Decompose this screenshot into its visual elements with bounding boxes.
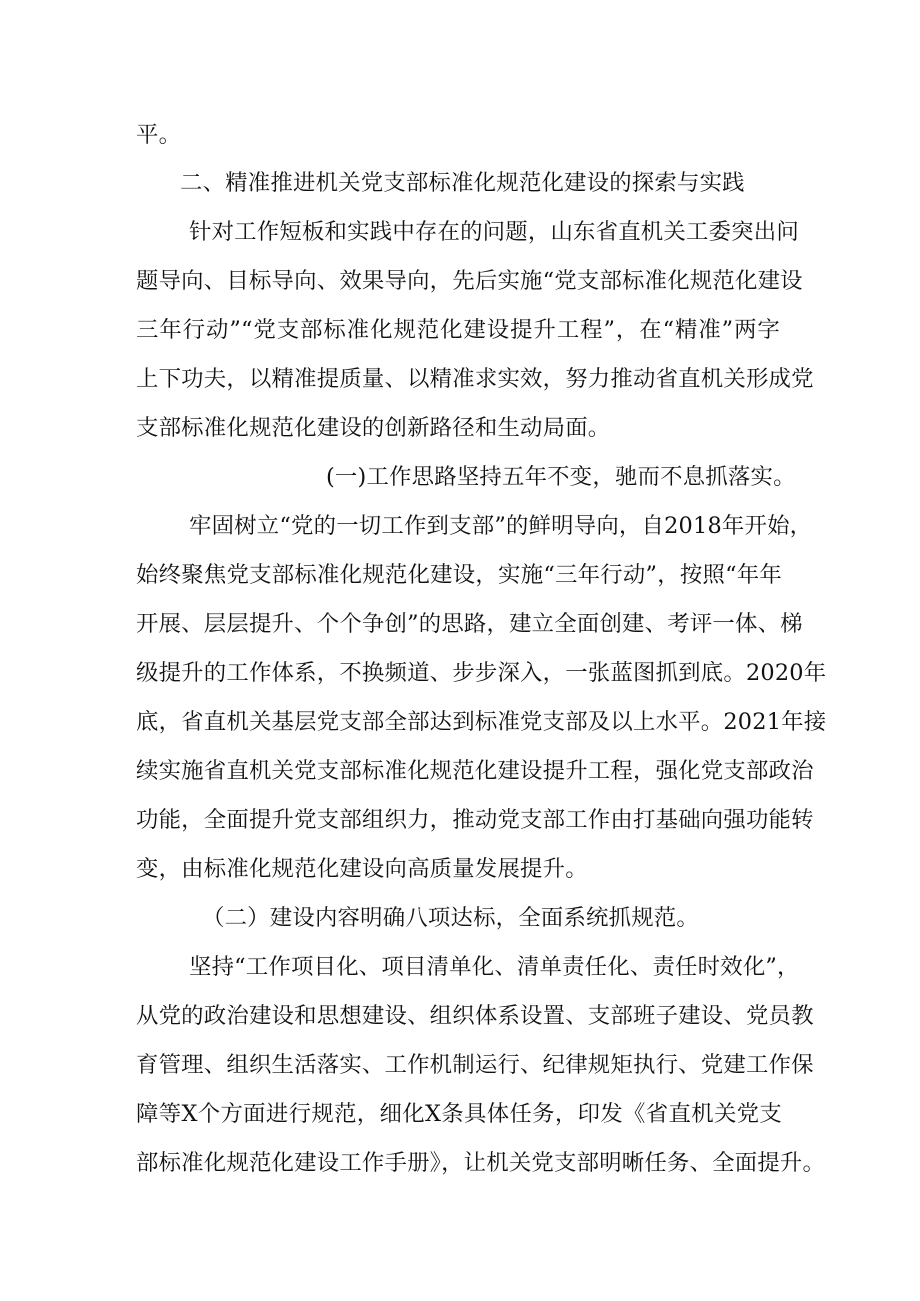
paragraph-line: 底，省直机关基层党支部全部达到标准党支部及以上水平。2021年接	[136, 709, 827, 735]
subsection-heading: （二）建设内容明确八项达标，全面系统抓规范。	[202, 905, 699, 931]
paragraph-line: 级提升的工作体系，不换频道、步步深入，一张蓝图抓到底。2020年	[136, 660, 827, 686]
paragraph-line: 支部标准化规范化建设的创新路径和生动局面。	[136, 415, 611, 441]
paragraph-line: 题导向、目标导向、效果导向，先后实施“党支部标准化规范化建设	[136, 268, 803, 294]
paragraph-line: 平。	[136, 122, 182, 148]
subsection-heading: (一)工作思路坚持五年不变，驰而不息抓落实。	[326, 464, 796, 490]
paragraph-line: 障等X个方面进行规范，细化X条具体任务，印发《省直机关党支	[136, 1101, 782, 1127]
paragraph-line: 功能，全面提升党支部组织力，推动党支部工作由打基础向强功能转	[136, 807, 814, 833]
paragraph-line: 从党的政治建设和思想建设、组织体系设置、支部班子建设、党员教	[136, 1003, 814, 1029]
paragraph-line: 针对工作短板和实践中存在的问题，山东省直机关工委突出问	[189, 219, 799, 245]
paragraph-line: 部标准化规范化建设工作手册》，让机关党支部明晰任务、全面提升。	[136, 1150, 826, 1176]
paragraph-line: 续实施省直机关党支部标准化规范化建设提升工程，强化党支部政治	[136, 758, 814, 784]
paragraph-line: 上下功夫，以精准提质量、以精准求实效，努力推动省直机关形成党	[136, 366, 814, 392]
paragraph-line: 育管理、组织生活落实、工作机制运行、纪律规矩执行、党建工作保	[136, 1052, 814, 1078]
paragraph-line: 变，由标准化规范化建设向高质量发展提升。	[136, 856, 588, 882]
paragraph-line: 开展、层层提升、个个争创”的思路，建立全面创建、考评一体、梯	[136, 611, 803, 637]
paragraph-line: 三年行动”“党支部标准化规范化建设提升工程”，在“精准”两字	[136, 317, 780, 343]
paragraph-line: 坚持“工作项目化、项目清单化、清单责任化、责任时效化”，	[189, 954, 800, 980]
paragraph-line: 始终聚焦党支部标准化规范化建设，实施“三年行动”，按照“年年	[136, 562, 782, 588]
paragraph-line: 牢固树立“党的一切工作到支部”的鲜明导向，自2018年开始，	[189, 513, 813, 539]
section-heading: 二、精准推进机关党支部标准化规范化建设的探索与实践	[180, 170, 745, 196]
